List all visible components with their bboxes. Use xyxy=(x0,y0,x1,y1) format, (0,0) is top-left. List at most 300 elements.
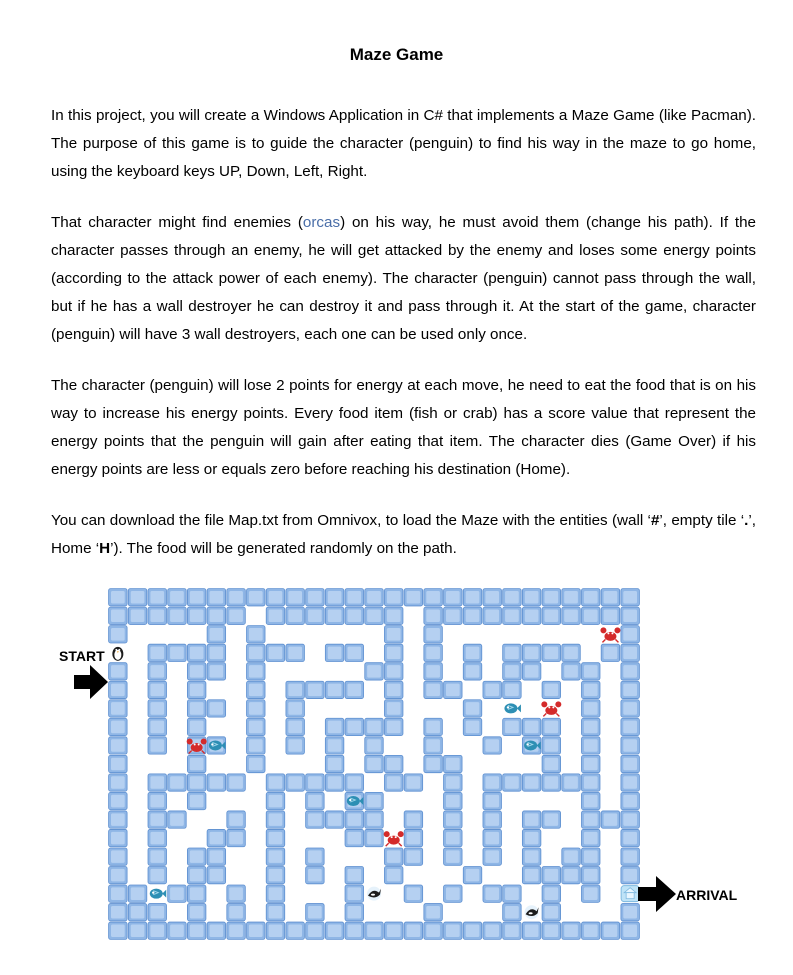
wall-tile xyxy=(109,904,128,921)
wall-tile xyxy=(345,774,364,791)
wall-tile xyxy=(424,626,443,643)
wall-tile xyxy=(227,811,246,828)
wall-tile xyxy=(187,718,206,735)
wall-tile xyxy=(424,737,443,754)
wall-tile xyxy=(581,774,600,791)
wall-tile xyxy=(345,866,364,883)
wall-tile xyxy=(227,885,246,902)
wall-tile xyxy=(247,663,266,680)
wall-tile xyxy=(247,644,266,661)
wall-tile xyxy=(522,718,541,735)
wall-tile xyxy=(444,607,463,624)
wall-tile xyxy=(128,885,147,902)
wall-tile xyxy=(306,811,325,828)
wall-tile xyxy=(128,589,147,606)
wall-tile xyxy=(483,681,502,698)
wall-tile xyxy=(384,607,403,624)
paragraph-energy: The character (penguin) will lose 2 points for energy at each move, he need to eat the food that is on his way to increase his energy points. Every food item (fish or crab) has a score value that represent the energy points that the penguin will gain after eating that item. The character dies (Game Over) if his energy points are less or equals zero before reaching his destination (Home). xyxy=(51,377,756,478)
wall-tile xyxy=(345,885,364,902)
wall-tile xyxy=(227,904,246,921)
wall-tile xyxy=(463,663,482,680)
wall-tile xyxy=(187,607,206,624)
wall-tile xyxy=(187,644,206,661)
wall-tile xyxy=(247,700,266,717)
home-icon xyxy=(621,886,639,902)
wall-tile xyxy=(621,737,640,754)
wall-tile xyxy=(306,589,325,606)
wall-tile xyxy=(286,681,305,698)
wall-tile xyxy=(168,607,187,624)
wall-tile xyxy=(444,829,463,846)
wall-tile xyxy=(503,885,522,902)
wall-tile xyxy=(325,681,344,698)
wall-tile xyxy=(286,718,305,735)
wall-tile xyxy=(483,829,502,846)
wall-tile xyxy=(542,737,561,754)
wall-tile xyxy=(621,681,640,698)
maze-grid xyxy=(108,588,640,940)
wall-tile xyxy=(148,644,167,661)
wall-tile xyxy=(109,681,128,698)
wall-tile xyxy=(148,811,167,828)
wall-tile xyxy=(207,607,226,624)
wall-tile xyxy=(542,811,561,828)
wall-tile xyxy=(404,885,423,902)
wall-tile xyxy=(266,922,285,939)
paragraph-map-file xyxy=(51,507,756,563)
wall-tile xyxy=(404,774,423,791)
wall-tile xyxy=(621,718,640,735)
wall-tile xyxy=(345,922,364,939)
wall-tile xyxy=(266,829,285,846)
wall-tile xyxy=(404,589,423,606)
wall-tile xyxy=(325,774,344,791)
wall-tile xyxy=(266,811,285,828)
wall-tile xyxy=(384,589,403,606)
empty-symbol: . xyxy=(744,512,749,529)
wall-tile xyxy=(581,829,600,846)
wall-tile xyxy=(128,904,147,921)
wall-tile xyxy=(286,644,305,661)
wall-tile xyxy=(581,681,600,698)
wall-tile xyxy=(345,644,364,661)
wall-tile xyxy=(266,866,285,883)
wall-tile xyxy=(621,700,640,717)
wall-tile xyxy=(227,922,246,939)
wall-tile xyxy=(306,848,325,865)
wall-tile xyxy=(503,922,522,939)
wall-tile xyxy=(365,829,384,846)
wall-tile xyxy=(266,774,285,791)
wall-tile xyxy=(365,755,384,772)
wall-tile xyxy=(247,589,266,606)
wall-tile xyxy=(128,922,147,939)
wall-tile xyxy=(187,681,206,698)
wall-tile xyxy=(207,866,226,883)
wall-tile xyxy=(522,848,541,865)
wall-tile xyxy=(601,589,620,606)
wall-tile xyxy=(463,718,482,735)
wall-tile xyxy=(542,774,561,791)
wall-tile xyxy=(168,644,187,661)
wall-tile xyxy=(187,792,206,809)
wall-tile xyxy=(424,718,443,735)
wall-tile xyxy=(621,792,640,809)
wall-tile xyxy=(345,607,364,624)
wall-tile xyxy=(168,811,187,828)
wall-tile xyxy=(109,626,128,643)
wall-tile xyxy=(601,607,620,624)
wall-tile xyxy=(128,607,147,624)
wall-tile xyxy=(109,922,128,939)
paragraph-intro: In this project, you will create a Windows Application in C# that implements a Maze Game (like Pacman). The purpose of this game is to guide the character (penguin) to find his way in the maze to go home, using the keyboard keys UP, Down, Left, Right. xyxy=(51,107,756,180)
wall-tile xyxy=(345,589,364,606)
arrival-arrow-icon xyxy=(638,876,676,912)
wall-tile xyxy=(187,700,206,717)
wall-tile xyxy=(483,774,502,791)
wall-tile xyxy=(621,848,640,865)
wall-tile xyxy=(483,607,502,624)
orca-icon xyxy=(525,905,539,919)
wall-tile xyxy=(148,607,167,624)
wall-tile xyxy=(503,644,522,661)
wall-tile xyxy=(424,904,443,921)
wall-tile xyxy=(109,885,128,902)
wall-tile xyxy=(444,811,463,828)
wall-tile xyxy=(542,644,561,661)
wall-tile xyxy=(483,737,502,754)
wall-tile xyxy=(187,866,206,883)
wall-tile xyxy=(266,607,285,624)
wall-tile xyxy=(266,644,285,661)
wall-tile xyxy=(542,718,561,735)
wall-tile xyxy=(384,848,403,865)
wall-tile xyxy=(148,681,167,698)
wall-tile xyxy=(345,904,364,921)
wall-tile xyxy=(522,866,541,883)
wall-tile xyxy=(444,681,463,698)
paragraph-map-part-c: ’, Home ‘ xyxy=(51,512,756,557)
wall-tile xyxy=(325,922,344,939)
wall-tile xyxy=(109,663,128,680)
wall-tile xyxy=(581,866,600,883)
maze-figure xyxy=(108,588,640,940)
wall-tile xyxy=(365,718,384,735)
wall-tile xyxy=(621,829,640,846)
wall-tile xyxy=(444,922,463,939)
wall-tile xyxy=(601,644,620,661)
wall-tile xyxy=(148,904,167,921)
wall-tile xyxy=(581,811,600,828)
wall-tile xyxy=(424,681,443,698)
wall-tile xyxy=(286,774,305,791)
wall-tile xyxy=(522,774,541,791)
wall-tile xyxy=(109,848,128,865)
wall-tile xyxy=(621,663,640,680)
wall-tile xyxy=(365,589,384,606)
wall-tile xyxy=(345,681,364,698)
wall-tile xyxy=(325,737,344,754)
wall-tile xyxy=(247,626,266,643)
wall-tile xyxy=(581,737,600,754)
wall-tile xyxy=(187,774,206,791)
wall-tile xyxy=(187,663,206,680)
wall-tile xyxy=(247,681,266,698)
paragraph-map-part-b: ’, empty tile ‘ xyxy=(659,512,745,529)
wall-tile xyxy=(109,774,128,791)
wall-tile xyxy=(542,885,561,902)
wall-tile xyxy=(581,885,600,902)
wall-tile xyxy=(148,848,167,865)
wall-tile xyxy=(325,811,344,828)
wall-tile xyxy=(266,885,285,902)
wall-tile xyxy=(444,848,463,865)
wall-tile xyxy=(207,663,226,680)
wall-tile xyxy=(286,700,305,717)
wall-tile xyxy=(424,644,443,661)
wall-tile xyxy=(187,755,206,772)
wall-tile xyxy=(522,644,541,661)
wall-tile xyxy=(187,922,206,939)
wall-tile xyxy=(562,866,581,883)
wall-tile xyxy=(581,663,600,680)
page-title: Maze Game xyxy=(349,45,444,64)
wall-tile xyxy=(207,700,226,717)
wall-tile xyxy=(562,589,581,606)
wall-tile xyxy=(581,922,600,939)
wall-tile xyxy=(483,792,502,809)
wall-tile xyxy=(503,681,522,698)
wall-tile xyxy=(345,718,364,735)
wall-tile xyxy=(365,811,384,828)
wall-tile xyxy=(581,589,600,606)
wall-tile xyxy=(542,589,561,606)
wall-tile xyxy=(365,607,384,624)
wall-tile xyxy=(562,663,581,680)
wall-tile xyxy=(463,589,482,606)
wall-tile xyxy=(109,589,128,606)
wall-tile xyxy=(148,737,167,754)
wall-tile xyxy=(306,866,325,883)
wall-tile xyxy=(345,829,364,846)
wall-tile xyxy=(444,792,463,809)
wall-tile xyxy=(109,811,128,828)
wall-tile xyxy=(306,607,325,624)
orcas-word: orcas xyxy=(302,214,341,231)
wall-tile xyxy=(621,607,640,624)
wall-tile xyxy=(247,718,266,735)
wall-tile xyxy=(187,589,206,606)
wall-tile xyxy=(384,922,403,939)
wall-tile xyxy=(148,922,167,939)
wall-tile xyxy=(365,737,384,754)
wall-tile xyxy=(562,848,581,865)
wall-tile xyxy=(227,774,246,791)
wall-tile xyxy=(463,700,482,717)
wall-tile xyxy=(444,755,463,772)
wall-tile xyxy=(247,922,266,939)
wall-tile xyxy=(384,626,403,643)
wall-tile xyxy=(227,589,246,606)
wall-tile xyxy=(168,885,187,902)
wall-tile xyxy=(384,663,403,680)
wall-tile xyxy=(503,774,522,791)
wall-tile xyxy=(522,607,541,624)
wall-tile xyxy=(227,607,246,624)
wall-tile xyxy=(187,885,206,902)
paragraph-enemies-part-b: ) on his way, he must avoid them (change his path). If the character passes through an enemy, he will get attacked by the enemy and loses some energy points (according to the attack power of each enemy). The character (penguin) cannot pass through the wall, but if he has a wall destroyer he can destroy it and pass through it. At the start of the game, character (penguin) will have 3 wall destroyers, each one can be used only once. xyxy=(51,214,756,343)
wall-tile xyxy=(207,848,226,865)
wall-tile xyxy=(286,737,305,754)
wall-tile xyxy=(562,774,581,791)
wall-tile xyxy=(503,663,522,680)
wall-tile xyxy=(306,922,325,939)
wall-tile xyxy=(463,607,482,624)
wall-tile xyxy=(384,774,403,791)
home-symbol: H xyxy=(99,540,111,557)
wall-tile xyxy=(109,866,128,883)
wall-tile xyxy=(404,848,423,865)
wall-tile xyxy=(384,644,403,661)
wall-tile xyxy=(503,589,522,606)
wall-tile xyxy=(621,922,640,939)
wall-tile xyxy=(542,681,561,698)
wall-tile xyxy=(542,922,561,939)
wall-tile xyxy=(365,663,384,680)
wall-symbol: # xyxy=(650,512,660,529)
wall-tile xyxy=(187,904,206,921)
wall-tile xyxy=(621,589,640,606)
wall-tile xyxy=(148,829,167,846)
wall-tile xyxy=(522,922,541,939)
wall-tile xyxy=(424,663,443,680)
penguin-icon xyxy=(112,647,123,661)
wall-tile xyxy=(444,589,463,606)
wall-tile xyxy=(621,755,640,772)
wall-tile xyxy=(148,774,167,791)
wall-tile xyxy=(621,774,640,791)
wall-tile xyxy=(384,718,403,735)
wall-tile xyxy=(463,922,482,939)
wall-tile xyxy=(601,922,620,939)
wall-tile xyxy=(207,922,226,939)
wall-tile xyxy=(444,774,463,791)
orca-icon xyxy=(367,887,381,901)
wall-tile xyxy=(581,718,600,735)
wall-tile xyxy=(266,792,285,809)
wall-tile xyxy=(483,589,502,606)
wall-tile xyxy=(562,922,581,939)
wall-tile xyxy=(542,866,561,883)
wall-tile xyxy=(148,663,167,680)
wall-tile xyxy=(148,700,167,717)
wall-tile xyxy=(621,644,640,661)
wall-tile xyxy=(306,681,325,698)
paragraph-enemies xyxy=(51,209,756,349)
wall-tile xyxy=(562,644,581,661)
wall-tile xyxy=(483,848,502,865)
wall-tile xyxy=(168,774,187,791)
wall-tile xyxy=(266,589,285,606)
wall-tile xyxy=(601,811,620,828)
wall-tile xyxy=(503,607,522,624)
wall-tile xyxy=(247,737,266,754)
wall-tile xyxy=(463,644,482,661)
wall-tile xyxy=(306,792,325,809)
wall-tile xyxy=(148,866,167,883)
wall-tile xyxy=(424,607,443,624)
wall-tile xyxy=(404,922,423,939)
paragraph-map-part-a: You can download the file Map.txt from Omnivox, to load the Maze with the entities (wall ‘ xyxy=(51,512,651,529)
wall-tile xyxy=(503,904,522,921)
wall-tile xyxy=(404,829,423,846)
wall-tile xyxy=(109,607,128,624)
wall-tile xyxy=(581,792,600,809)
wall-tile xyxy=(168,922,187,939)
wall-tile xyxy=(207,589,226,606)
start-arrow-icon xyxy=(74,665,108,699)
wall-tile xyxy=(562,607,581,624)
wall-tile xyxy=(522,829,541,846)
paragraph-enemies-part-a: That character might find enemies ( xyxy=(51,214,303,231)
wall-tile xyxy=(109,737,128,754)
start-label: START xyxy=(59,648,105,664)
wall-tile xyxy=(286,922,305,939)
wall-tile xyxy=(621,626,640,643)
wall-tile xyxy=(365,922,384,939)
wall-tile xyxy=(542,904,561,921)
wall-tile xyxy=(109,829,128,846)
wall-tile xyxy=(581,700,600,717)
wall-tile xyxy=(168,589,187,606)
wall-tile xyxy=(581,607,600,624)
wall-tile xyxy=(503,718,522,735)
wall-tile xyxy=(581,848,600,865)
wall-tile xyxy=(522,663,541,680)
wall-tile xyxy=(266,904,285,921)
wall-tile xyxy=(444,885,463,902)
wall-tile xyxy=(227,829,246,846)
wall-tile xyxy=(306,774,325,791)
wall-tile xyxy=(542,755,561,772)
wall-tile xyxy=(325,589,344,606)
wall-tile xyxy=(424,755,443,772)
wall-tile xyxy=(187,848,206,865)
wall-tile xyxy=(483,885,502,902)
wall-tile xyxy=(306,904,325,921)
wall-tile xyxy=(109,718,128,735)
wall-tile xyxy=(483,811,502,828)
wall-tile xyxy=(384,755,403,772)
wall-tile xyxy=(424,589,443,606)
wall-tile xyxy=(325,644,344,661)
wall-tile xyxy=(542,607,561,624)
wall-tile xyxy=(109,700,128,717)
wall-tile xyxy=(325,607,344,624)
arrival-label: ARRIVAL xyxy=(676,887,738,903)
wall-tile xyxy=(247,755,266,772)
wall-tile xyxy=(621,904,640,921)
wall-tile xyxy=(207,644,226,661)
wall-tile xyxy=(621,811,640,828)
wall-tile xyxy=(266,848,285,865)
wall-tile xyxy=(621,866,640,883)
wall-tile xyxy=(384,681,403,698)
wall-tile xyxy=(207,829,226,846)
wall-tile xyxy=(424,922,443,939)
wall-tile xyxy=(522,811,541,828)
wall-tile xyxy=(463,866,482,883)
